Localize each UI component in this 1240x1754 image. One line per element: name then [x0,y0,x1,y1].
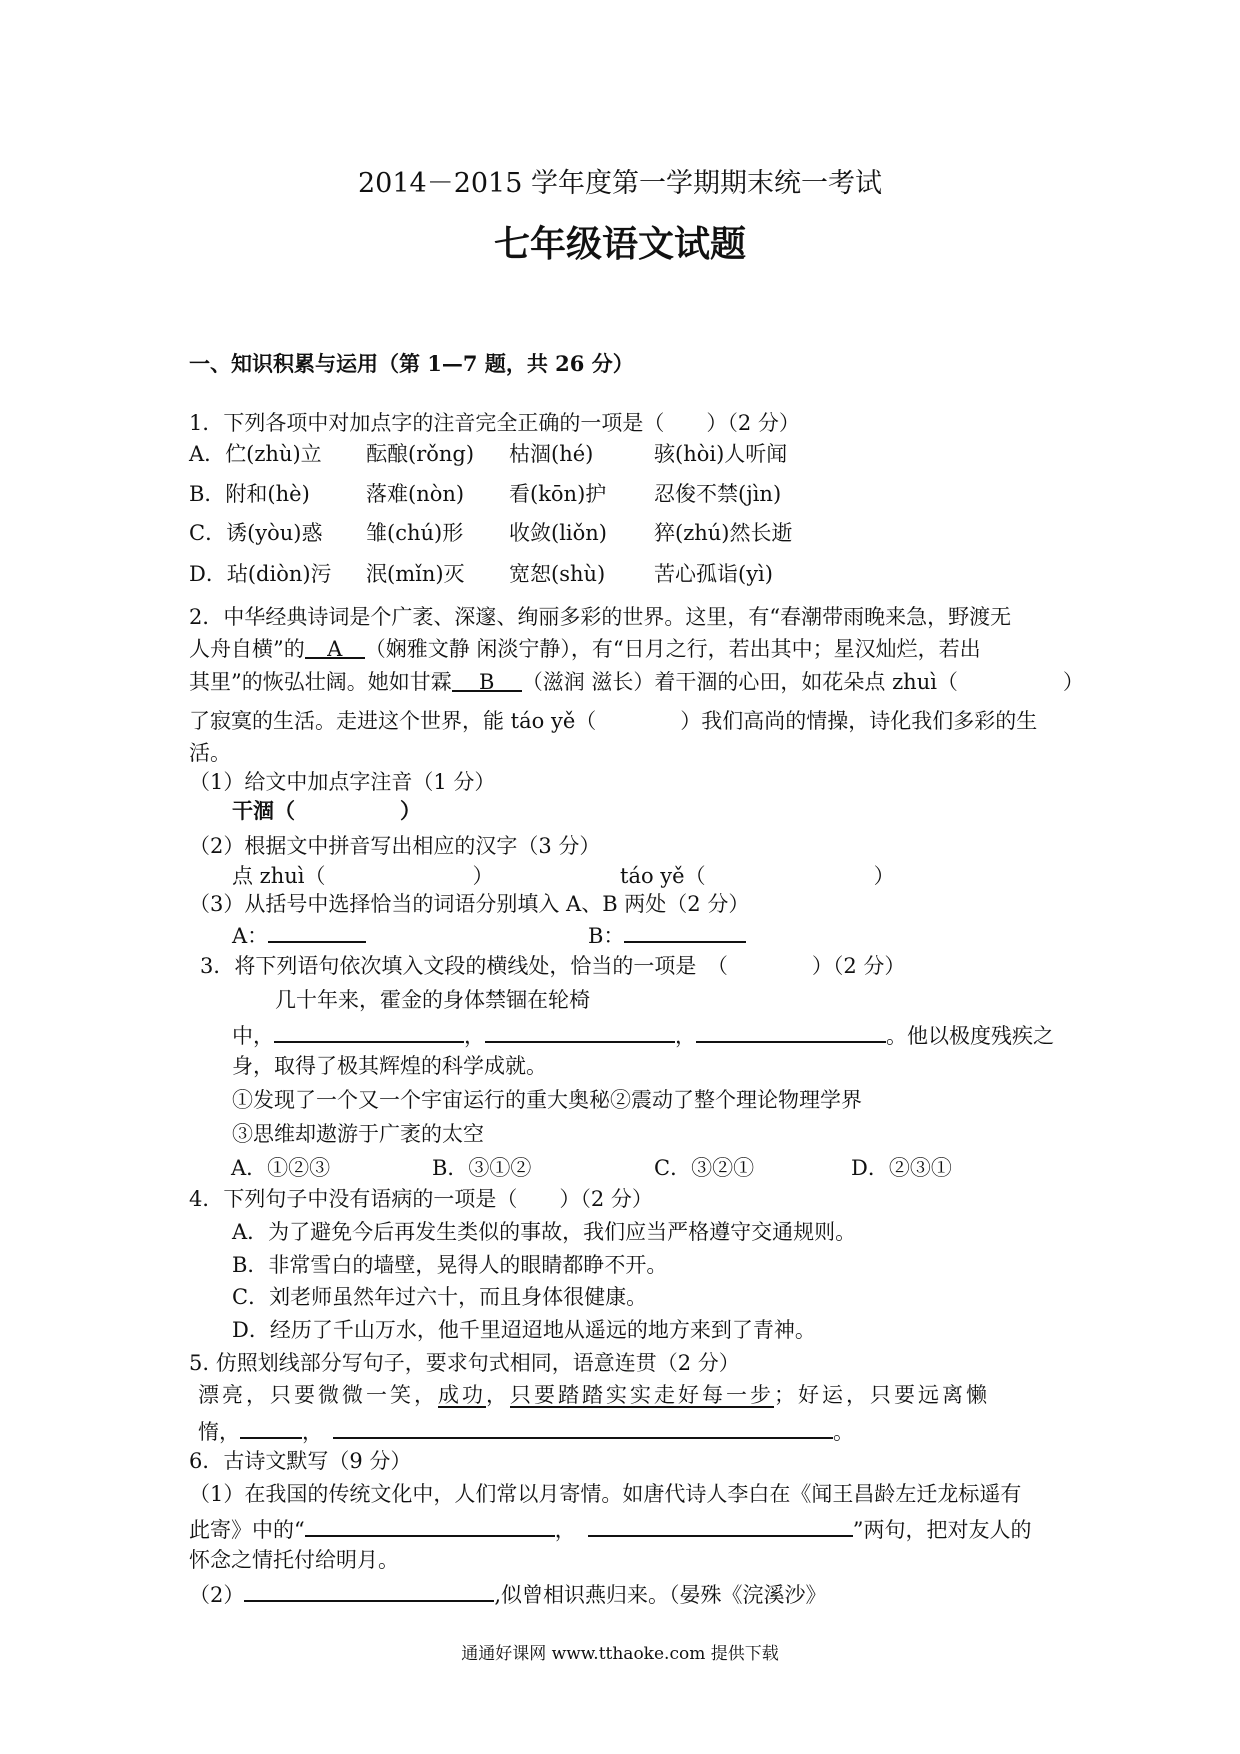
q6-line [189,1513,1032,1544]
q2-sub1-answer[interactable]: 干涸（ ） [232,798,421,823]
text: ， [675,1024,696,1048]
q1-option-item: 忍俊不禁(jìn) [654,482,782,506]
q2-line: 2．中华经典诗词是个广袤、深邃、绚丽多彩的世界。这里，有“春潮带雨晚来急，野渡无 [189,605,1012,629]
blank[interactable] [588,1513,853,1537]
q1-stem: 1．下列各项中对加点字的注音完全正确的一项是（ ）（2 分） [189,411,800,435]
q1-option-item: A．伫(zhù)立 [189,442,322,466]
text: （2） [189,1583,245,1607]
q1-option-item: 苦心孤诣(yì) [654,562,773,586]
q1-option-item: B．附和(hè) [189,482,310,506]
blank-b[interactable]: B [452,668,522,692]
q5-stem: 5. 仿照划线部分写句子，要求句式相同，语意连贯（2 分） [189,1351,740,1375]
q5-line [198,1415,854,1446]
q2-sub1: （1）给文中加点字注音（1 分） [189,770,496,794]
text: 惰， [198,1420,240,1444]
section-heading: 一、知识积累与运用（第 1—7 题，共 26 分） [189,351,634,376]
q2-line [189,635,981,663]
text: ， [464,1024,485,1048]
q1-option-item: 枯涸(hé) [509,442,594,466]
exam-title: 2014－2015 学年度第一学期期末统一考试 [357,168,882,199]
text: 人舟自横”的 [189,637,305,661]
q2-line [189,668,1084,696]
q3-option[interactable]: D．②③① [851,1156,952,1180]
footer: 通通好课网 www.tthaoke.com 提供下载 [461,1644,779,1664]
q6-stem: 6．古诗文默写（9 分） [189,1449,412,1473]
text: ,似曾相识燕归来。（晏殊《浣溪沙》 [494,1583,827,1607]
q3-line: 身，取得了极其辉煌的科学成就。 [232,1054,547,1078]
q1-option-item: 看(kōn)护 [509,482,607,506]
q3-line: ①发现了一个又一个宇宙运行的重大奥秘②震动了整个理论物理学界 [232,1088,862,1112]
blank[interactable] [333,1415,833,1439]
blank[interactable] [305,1513,555,1537]
text: （娴雅文静 闲淡宁静），有“日月之行，若出其中；星汉灿烂，若出 [364,637,981,661]
q3-option[interactable]: A．①②③ [231,1156,331,1180]
text: 此寄》中的“ [189,1518,305,1542]
blank[interactable] [624,919,746,943]
q1-option-item: 酝酿(rǒng) [366,442,475,466]
paper-title: 七年级语文试题 [493,223,746,265]
text: ”两句，把对友人的 [852,1518,1032,1542]
q2-sub2-answer-2[interactable]: táo yě（ ） [620,864,895,888]
q1-option-item: C．诱(yòu)惑 [189,521,323,545]
text: 。 [833,1420,854,1444]
blank[interactable] [696,1019,886,1043]
q2-sub3-b [588,919,746,950]
q4-option[interactable]: C．刘老师虽然年过六十，而且身体很健康。 [232,1285,648,1309]
q2-line: 了寂寞的生活。走进这个世界，能 táo yě（ ）我们高尚的情操，诗化我们多彩的生 [189,709,1038,733]
q1-option-item: 骇(hòi)人听闻 [654,442,788,466]
blank-a[interactable]: A [305,635,365,659]
blank[interactable] [268,919,366,943]
q5-line [198,1381,990,1409]
q4-option[interactable]: A．为了避免今后再发生类似的事故，我们应当严格遵守交通规则。 [232,1220,857,1244]
q1-option-item: 猝(zhú)然长逝 [654,521,793,545]
q1-option-item: 宽恕(shù) [509,562,606,586]
q3-line [232,1019,1054,1050]
q2-sub2-answer-1[interactable]: 点 zhuì（ ） [232,864,494,888]
text: 。他以极度残疾之 [886,1024,1054,1048]
q1-option-item: 雏(chú)形 [366,521,464,545]
q2-line: 活。 [189,741,231,765]
underlined-text: 只要踏踏实实走好每一步 [510,1383,774,1407]
q3-option[interactable]: C．③②① [654,1156,755,1180]
text: ， [554,1518,576,1542]
text: ， [302,1420,323,1444]
q1-option-item: 落难(nòn) [366,482,465,506]
blank[interactable] [274,1019,464,1043]
q6-line: 怀念之情托付给明月。 [189,1548,399,1572]
q6-line [189,1578,827,1609]
blank[interactable] [244,1578,494,1602]
q2-sub3-a [232,919,366,950]
text: 其里”的恢弘壮阔。她如甘霖 [189,670,452,694]
q3-stem: 3．将下列语句依次填入文段的横线处，恰当的一项是 （ ）（2 分） [200,954,906,978]
blank[interactable] [240,1415,302,1439]
text: （滋润 滋长）着干涸的心田，如花朵点 zhuì（ ） [521,670,1084,694]
q4-stem: 4．下列句子中没有语病的一项是（ ）（2 分） [189,1187,653,1211]
q3-line: ③思维却遨游于广袤的太空 [232,1122,484,1146]
q1-option-item: 收敛(liǒn) [509,521,607,545]
q6-line: （1）在我国的传统文化中，人们常以月寄情。如唐代诗人李白在《闻王昌龄左迁龙标遥有 [189,1482,1022,1506]
label: B： [588,924,625,948]
q2-sub2: （2）根据文中拼音写出相应的汉字（3 分） [189,834,601,858]
q3-line: 几十年来，霍金的身体禁锢在轮椅 [275,988,590,1012]
text: 中， [232,1024,274,1048]
underlined-text: 成功 [438,1383,486,1407]
q3-option[interactable]: B．③①② [432,1156,532,1180]
q4-option[interactable]: D．经历了千山万水，他千里迢迢地从遥远的地方来到了青神。 [232,1318,816,1342]
q4-option[interactable]: B．非常雪白的墙壁，晃得人的眼睛都睁不开。 [232,1253,668,1277]
blank[interactable] [485,1019,675,1043]
text: ， [486,1383,510,1407]
text: 漂亮，只要微微一笑， [198,1383,438,1407]
label: A： [232,924,269,948]
q1-option-item: 泯(mǐn)灭 [366,562,465,586]
q1-option-item: D．玷(diòn)污 [189,562,332,586]
text: ；好运，只要远离懒 [774,1383,990,1407]
q2-sub3: （3）从括号中选择恰当的词语分别填入 A、B 两处（2 分） [189,892,750,916]
